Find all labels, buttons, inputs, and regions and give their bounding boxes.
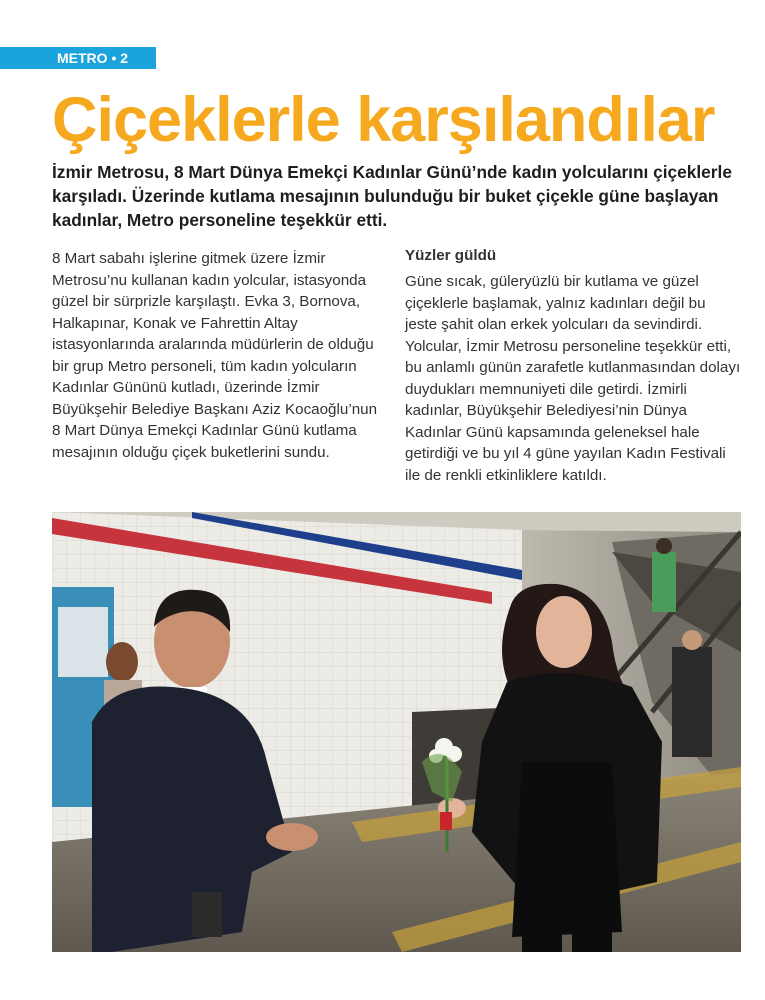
subheading: Yüzler güldü — [405, 247, 497, 264]
body-right-text: Güne sıcak, güleryüzlü bir kutlama ve güzel çiçeklerle başlamak, yalnız kadınları değil bu jeste şahit olan erkek yolcuları da sevindirdi. Yolcular, İzmir Metrosu personeline teşekkür etti, bu anlamlı günün zarafetle kutlanmasından dolayı duydukları memnuniyeti dile getirdi. İzmirli kadınlar, Büyükşehir Belediyesi’nin Dünya Kadınlar Günü kapsamında geleneksel hale getirdiği ve bu yıl 4 güne yayılan Kadın Festivali ile de renkli etkinliklere katıldı. — [405, 273, 741, 484]
lead-paragraph: İzmir Metrosu, 8 Mart Dünya Emekçi Kadınlar Günü’nde kadın yolcularını çiçeklerle karşıladı. Üzerinde kutlama mesajının bulunduğu bir buket çiçekle güne başlayan kadınlar, Metro personeline teşekkür etti. — [52, 162, 732, 230]
headline: Çiçeklerle karşılandılar — [52, 85, 715, 155]
article-photo — [52, 512, 741, 952]
body-right-column — [405, 271, 741, 486]
body-left-column: 8 Mart sabahı işlerine gitmek üzere İzmir Metrosu’nu kullanan kadın yolcular, istasyonda güzel bir sürprizle karşılaştı. Evka 3, Bornova, Halkapınar, Konak ve Fahrettin Altay istasyonlarında aralarında müdürlerin de olduğu bir grup Metro personeli, tüm kadın yolcuların Kadınlar Gününü kutladı, üzerinde İzmir Büyükşehir Belediye Başkanı Aziz Kocaoğlu’nun 8 Mart Dünya Emekçi Kadınlar Günü kutlama mesajının olduğu çiçek buketlerini sundu. — [52, 250, 378, 461]
section-tag: METRO • 2 — [0, 47, 156, 69]
